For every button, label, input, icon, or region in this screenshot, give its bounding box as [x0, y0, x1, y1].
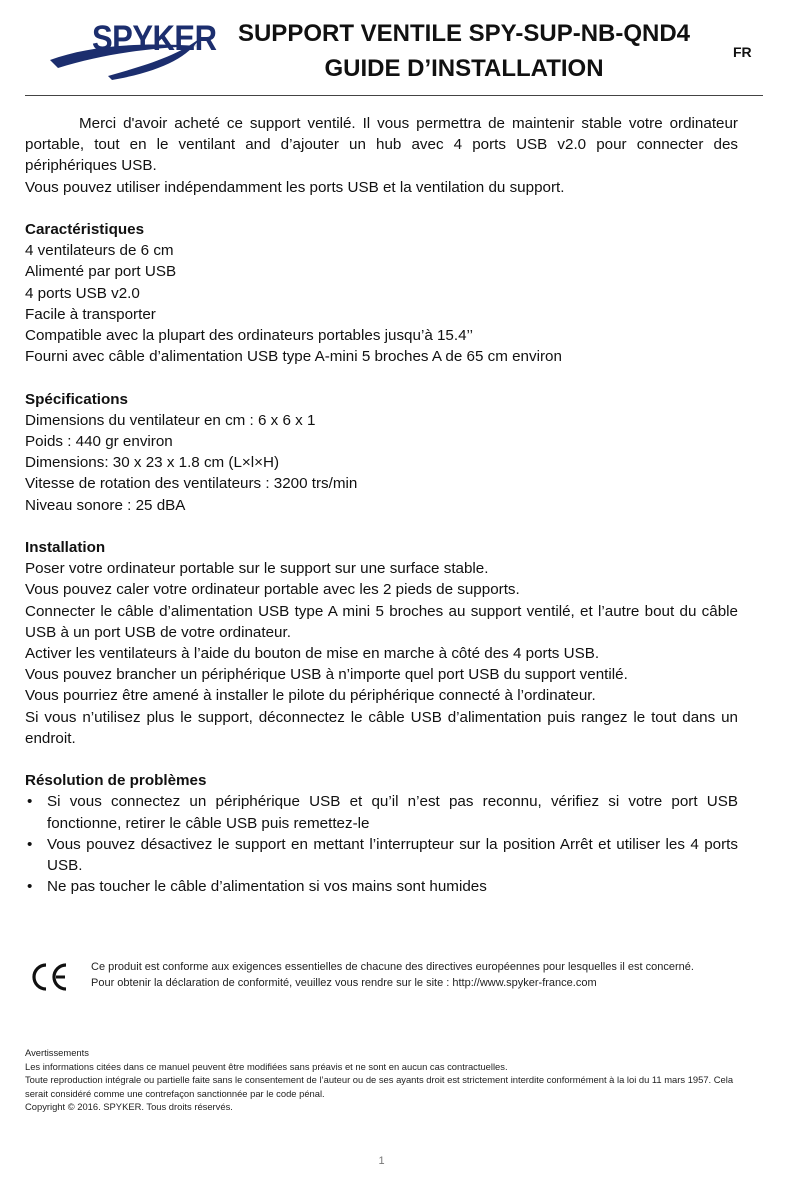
spec-item: Poids : 440 gr environ: [25, 433, 173, 451]
page-header: [0, 0, 808, 96]
compliance-text: [91, 959, 694, 991]
spacer: [25, 367, 738, 388]
compliance-notice: [25, 958, 738, 1002]
installation-step: Vous pourriez être amené à installer le pilote du périphérique connecté à l’ordinateur.: [25, 687, 596, 705]
warnings-heading: Avertissements: [25, 1047, 89, 1058]
spec-item: Vitesse de rotation des ventilateurs : 3200 trs/min: [25, 475, 358, 493]
installation-step: Vous pouvez caler votre ordinateur portable avec les 2 pieds de supports.: [25, 581, 520, 599]
spacer: [25, 198, 738, 219]
title-line-2: GUIDE D’INSTALLATION: [324, 55, 604, 82]
troubleshooting-heading: Résolution de problèmes: [25, 772, 207, 790]
features-heading: Caractéristiques: [25, 221, 145, 238]
feature-item: 4 ports USB v2.0: [25, 284, 140, 302]
copyright: Copyright © 2016. SPYKER. Tous droits réservés.: [25, 1101, 233, 1112]
list-item-text: Vous pouvez désactivez le support en mettant l’interrupteur sur la position Arrêt et utiliser les 4 ports USB.: [47, 835, 738, 875]
intro-paragraph-2: Vous pouvez utiliser indépendamment les ports USB et la ventilation du support.: [25, 178, 565, 196]
installation-step: Connecter le câble d’alimentation USB type A mini 5 broches au support ventilé, et l’autre bout du câble USB à un port USB de votre ordinateur.: [25, 602, 738, 641]
installation-step: Poser votre ordinateur portable sur le support sur une surface stable.: [25, 560, 489, 578]
spyker-logo: [48, 16, 217, 86]
spacer: [25, 749, 738, 770]
spec-item: Niveau sonore : 25 dBA: [25, 496, 186, 514]
installation-heading: Installation: [25, 539, 106, 557]
ce-mark-icon: [29, 960, 69, 994]
logo-wordmark: SPYKER: [92, 18, 217, 59]
bullet-icon: •: [27, 835, 33, 853]
installation-step: Vous pouvez brancher un périphérique USB à n’importe quel port USB du support ventilé.: [25, 666, 628, 684]
compliance-line-2: Pour obtenir la déclaration de conformité, veuillez vous rendre sur le site : http://www.spyker-france.com: [91, 977, 597, 989]
feature-item: 4 ventilateurs de 6 cm: [25, 242, 174, 260]
compliance-line-1: Ce produit est conforme aux exigences essentielles de chacune des directives européennes pour lesquelles il est concerné.: [91, 961, 694, 973]
intro-paragraph-1: Merci d'avoir acheté ce support ventilé. Il vous permettra de maintenir stable votre ordinateur portable, tout en le ventilant and d’ajouter un hub avec 4 ports USB v2.0 pour connecter des périphériques USB.: [25, 115, 738, 175]
list-item-text: Ne pas toucher le câble d’alimentation si vos mains sont humides: [47, 878, 487, 896]
list-item: [25, 834, 738, 876]
warnings-section: [25, 1046, 738, 1114]
installation-step: Si vous n’utilisez plus le support, déconnectez le câble USB d’alimentation puis rangez le tout dans un endroit.: [25, 708, 738, 747]
bullet-icon: •: [27, 878, 33, 896]
list-item: [25, 876, 738, 897]
feature-item: Compatible avec la plupart des ordinateurs portables jusqu’à 15.4’’: [25, 327, 474, 345]
header-divider: [25, 95, 763, 96]
feature-item: Alimenté par port USB: [25, 263, 177, 281]
document-title: [224, 16, 704, 86]
spacer: [25, 516, 738, 537]
warnings-line-2: Toute reproduction intégrale ou partielle faite sans le consentement de l’auteur ou de ses ayants droit est strictement interdite conformément à la loi du 11 mars 1957. Cela serait considéré comme une contrefaçon sanctionnée par le code pénal.: [25, 1074, 734, 1099]
troubleshooting-list: [25, 791, 738, 897]
installation-step: Activer les ventilateurs à l’aide du bouton de mise en marche à côté des 4 ports USB.: [25, 645, 600, 663]
title-line-1: SUPPORT VENTILE SPY-SUP-NB-QND4: [237, 20, 691, 47]
feature-item: Facile à transporter: [25, 305, 156, 323]
spec-item: Dimensions du ventilateur en cm : 6 x 6 x 1: [25, 411, 316, 429]
list-item: [25, 791, 738, 833]
bullet-icon: •: [27, 793, 33, 811]
feature-item: Fourni avec câble d’alimentation USB type A-mini 5 broches A de 65 cm environ: [25, 348, 562, 366]
language-code: FR: [733, 44, 752, 60]
specs-heading: Spécifications: [25, 390, 128, 408]
page-number: 1: [378, 1155, 385, 1167]
spec-item: Dimensions: 30 x 23 x 1.8 cm (L×l×H): [25, 454, 280, 472]
list-item-text: Si vous connectez un périphérique USB et qu’il n’est pas reconnu, vérifiez si votre port USB fonctionne, retirer le câble USB puis remettez-le: [47, 793, 738, 832]
warnings-line-1: Les informations citées dans ce manuel peuvent être modifiées sans préavis et ne sont en aucun cas contractuelles.: [25, 1060, 508, 1072]
document-body: [25, 113, 738, 897]
